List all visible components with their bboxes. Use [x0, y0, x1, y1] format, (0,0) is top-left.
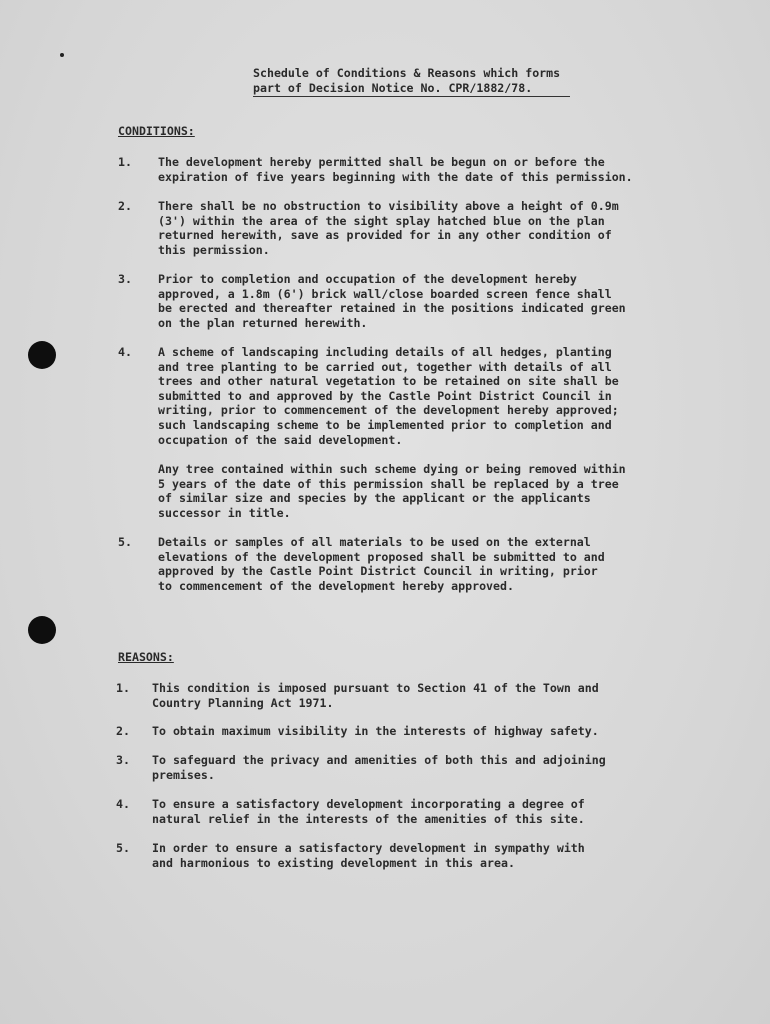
- condition-text: Any tree contained within such scheme dying or being removed within 5 years of the date of this permission shall be replaced by a tree of similar size and species by the applicant or the applicants successor in title.: [158, 462, 626, 520]
- reason-text: To ensure a satisfactory development incorporating a degree of natural relief in the interests of the amenities of this site.: [152, 797, 585, 826]
- reason-text: This condition is imposed pursuant to Section 41 of the Town and Country Planning Act 1971.: [152, 681, 599, 710]
- header-line-1: Schedule of Conditions & Reasons which forms: [253, 66, 561, 80]
- reason-number: 3.: [116, 753, 130, 767]
- document-header: [253, 66, 570, 97]
- reason-number: 5.: [116, 841, 130, 855]
- condition-number: 3.: [118, 272, 132, 286]
- reason-text: In order to ensure a satisfactory development in sympathy with and harmonious to existing development in this area.: [152, 841, 585, 870]
- reason-number: 4.: [116, 797, 130, 811]
- reason-number: 2.: [116, 724, 130, 738]
- condition-text: A scheme of landscaping including details of all hedges, planting and tree planting to be carried out, together with details of all trees and other natural vegetation to be retained on site shall be submitted to and approved by the Castle Point District Council in writing, prior to commencement of the development hereby approved; such landscaping scheme to be implemented prior to completion and occupation of the said development.: [158, 345, 619, 447]
- punch-hole-upper: [28, 341, 56, 369]
- reason-text: To safeguard the privacy and amenities of both this and adjoining premises.: [152, 753, 606, 782]
- condition-text: There shall be no obstruction to visibility above a height of 0.9m (3') within the area of the sight splay hatched blue on the plan returned herewith, save as provided for in any other condition of this permission.: [158, 199, 619, 257]
- reason-number: 1.: [116, 681, 130, 695]
- condition-number: 2.: [118, 199, 132, 213]
- condition-number: 1.: [118, 155, 132, 169]
- reason-text: To obtain maximum visibility in the interests of highway safety.: [152, 724, 599, 738]
- reasons-heading: REASONS:: [118, 650, 174, 664]
- condition-text: Prior to completion and occupation of the development hereby approved, a 1.8m (6') brick wall/close boarded screen fence shall be erected and thereafter retained in the positions indicated green on the plan returned herewith.: [158, 272, 626, 330]
- header-line-2: part of Decision Notice No. CPR/1882/78.: [253, 81, 570, 97]
- conditions-heading: CONDITIONS:: [118, 124, 195, 138]
- condition-text: The development hereby permitted shall be begun on or before the expiration of five years beginning with the date of this permission.: [158, 155, 633, 184]
- condition-text: Details or samples of all materials to be used on the external elevations of the development proposed shall be submitted to and approved by the Castle Point District Council in writing, prior to commencement of the development hereby approved.: [158, 535, 605, 593]
- condition-number: 4.: [118, 345, 132, 359]
- punch-hole-lower: [28, 616, 56, 644]
- condition-number: 5.: [118, 535, 132, 549]
- ink-speck: [60, 53, 64, 57]
